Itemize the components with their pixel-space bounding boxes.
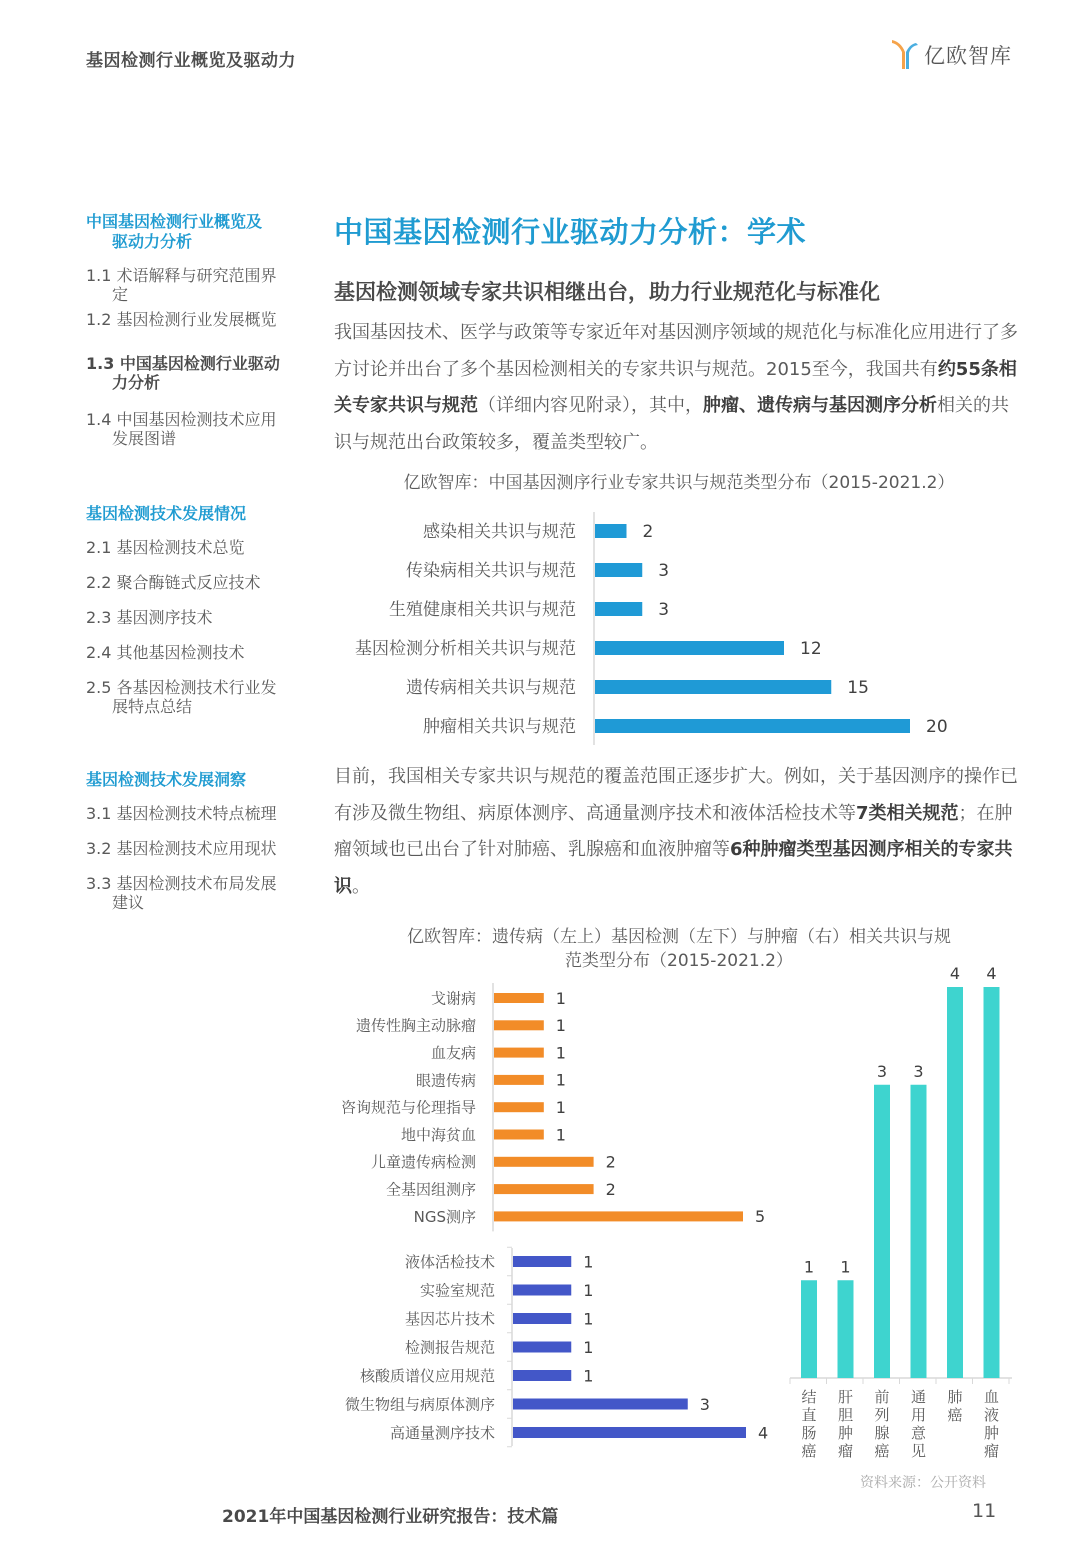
category-label: 肿瘤相关共识与规范: [423, 717, 576, 738]
bar: [513, 1427, 746, 1438]
bar: [494, 1020, 544, 1030]
section-subtitle: 基因检测领域专家共识相继出台，助力行业规范化与标准化: [334, 280, 880, 304]
value-label: 12: [800, 639, 822, 660]
value-label: 1: [555, 1125, 566, 1145]
sidebar-item[interactable]: [86, 410, 277, 448]
sidebar-item[interactable]: [86, 354, 280, 392]
value-label: 3: [876, 1061, 888, 1081]
category-label: 感染相关共识与规范: [423, 522, 576, 543]
emphasis-text: 约55条相关专家共识与规范: [334, 358, 1017, 416]
value-label: 1: [555, 1070, 566, 1090]
value-label: 4: [986, 964, 997, 983]
sidebar-item[interactable]: [86, 678, 277, 716]
footer-report-title: 2021年中国基因检测行业研究报告：技术篇: [222, 1507, 559, 1527]
bar: [494, 1102, 544, 1112]
page-title: 中国基因检测行业驱动力分析：学术: [334, 215, 807, 249]
category-label-vertical: [801, 1388, 816, 1460]
category-label-vertical: [911, 1388, 926, 1460]
category-label: 地中海贫血: [400, 1125, 476, 1144]
category-label: 生殖健康相关共识与规范: [389, 600, 576, 621]
sidebar-item-line: 1.1 术语解释与研究范围界: [86, 266, 277, 285]
sidebar-item[interactable]: [86, 538, 245, 557]
body-text: （详细内容见附录），其中，: [478, 395, 703, 416]
category-label: 高通量测序技术: [389, 1423, 495, 1442]
category-label-vertical: [874, 1388, 889, 1460]
value-label: 3: [913, 1061, 924, 1081]
value-label: 5: [755, 1207, 766, 1227]
bar: [513, 1256, 571, 1267]
sidebar-item-line: 3.1 基因检测技术特点梳理: [86, 804, 277, 823]
body-text: ；在肿瘤领域也已出台了针对肺癌、乳腺癌和血液肿瘤等: [334, 802, 1013, 860]
category-label: 基因检测分析相关共识与规范: [355, 639, 576, 660]
category-label: 基因芯片技术: [404, 1309, 495, 1328]
category-label: 核酸质谱仪应用规范: [359, 1366, 495, 1385]
bar: [911, 1085, 927, 1378]
sidebar-item-line: 1.2 基因检测行业发展概览: [86, 310, 277, 329]
value-label: 1: [583, 1309, 594, 1329]
sidebar-item[interactable]: [86, 310, 277, 329]
bar: [595, 563, 642, 577]
bar: [494, 1211, 743, 1221]
value-label: 1: [555, 988, 566, 1008]
category-label: 咨询规范与伦理指导: [340, 1098, 476, 1117]
value-label: 1: [803, 1257, 815, 1277]
category-label: 肺癌: [947, 1388, 963, 1424]
sidebar-item[interactable]: [86, 643, 245, 662]
category-label: 戈谢病: [430, 989, 476, 1008]
logo: [890, 40, 1012, 70]
sidebar-heading-line: 驱动力分析: [112, 232, 193, 251]
bar: [984, 987, 1000, 1378]
value-label: 1: [840, 1257, 851, 1277]
sidebar-item-line: 2.4 其他基因检测技术: [86, 643, 245, 662]
category-label: 血液肿瘤: [983, 1388, 1000, 1460]
category-label: 眼遗传病: [415, 1071, 476, 1090]
bar: [838, 1280, 854, 1378]
bar: [595, 524, 627, 538]
sidebar-item[interactable]: [86, 839, 277, 858]
sidebar-item-line: 力分析: [112, 373, 161, 392]
sidebar-item-line: 1.4 中国基因检测技术应用: [86, 410, 277, 429]
value-label: 1: [583, 1366, 594, 1386]
sidebar-item-line: 定: [112, 285, 129, 304]
category-label: 前列腺癌: [874, 1388, 890, 1460]
bar: [874, 1085, 890, 1378]
value-label: 1: [555, 1016, 566, 1036]
bar: [595, 719, 910, 733]
bar: [494, 1130, 544, 1140]
category-label: 遗传性胸主动脉瘤: [355, 1016, 476, 1035]
chart3-gene-testing: [320, 1245, 780, 1450]
value-label: 20: [926, 717, 948, 738]
value-label: 1: [583, 1280, 594, 1300]
value-label: 3: [658, 600, 670, 621]
emphasis-text: 肿瘤、遗传病与基因测序分析: [703, 395, 937, 416]
chart4-tumor: [785, 960, 1020, 1470]
value-label: 1: [555, 1097, 566, 1117]
sidebar-item-line: 2.5 各基因检测技术行业发: [86, 678, 277, 697]
value-label: 4: [758, 1423, 769, 1443]
sidebar-item-line: 3.3 基因检测技术布局发展: [86, 874, 277, 893]
value-label: 2: [605, 1179, 616, 1199]
category-label: 全基因组测序: [385, 1180, 476, 1199]
bar: [494, 1048, 544, 1058]
source-note: 资料来源：公开资料: [860, 1475, 986, 1491]
bar: [595, 680, 831, 694]
category-label: 儿童遗传病检测: [370, 1153, 476, 1172]
value-label: 2: [642, 522, 654, 543]
value-label: 2: [605, 1152, 616, 1172]
body-paragraph-2: [334, 759, 1024, 905]
value-label: 1: [555, 1043, 566, 1063]
category-label: 遗传病相关共识与规范: [406, 678, 576, 699]
category-label-vertical: [838, 1388, 853, 1460]
bar: [494, 1157, 594, 1167]
sidebar-item-line: 发展图谱: [112, 429, 177, 448]
chart2-title-line-1: 亿欧智库：遗传病（左上）基因检测（左下）与肿瘤（右）相关共识与规: [407, 927, 951, 947]
sidebar-item[interactable]: [86, 266, 277, 304]
bar: [595, 641, 784, 655]
sidebar-group-heading[interactable]: [86, 212, 262, 252]
category-label-vertical: [947, 1388, 962, 1424]
bar: [513, 1285, 571, 1296]
emphasis-text: 7类相关规范: [856, 802, 959, 824]
sidebar-item-line: 展特点总结: [112, 697, 193, 716]
sidebar-group-heading[interactable]: [86, 770, 246, 790]
value-label: 3: [699, 1394, 710, 1414]
bar: [801, 1280, 817, 1378]
sidebar-group-heading[interactable]: [86, 504, 246, 524]
category-label: 实验室规范: [419, 1281, 495, 1300]
bar: [494, 1075, 544, 1085]
sidebar-item-line: 1.3 中国基因检测行业驱动: [86, 354, 280, 373]
bar: [513, 1399, 688, 1410]
value-label: 1: [583, 1337, 594, 1357]
chart2-title-line-2: 范类型分布（2015-2021.2）: [565, 951, 793, 971]
category-label: NGS测序: [413, 1207, 476, 1226]
value-label: 4: [949, 964, 961, 983]
chart1-consensus-types: [330, 505, 1020, 750]
header-section-title: 基因检测行业概览及驱动力: [86, 51, 296, 71]
sidebar-item[interactable]: [86, 804, 277, 823]
category-label: 传染病相关共识与规范: [406, 561, 576, 582]
sidebar-item[interactable]: [86, 608, 213, 627]
bar: [513, 1370, 571, 1381]
body-paragraph-1: [334, 315, 1024, 461]
value-label: 1: [583, 1252, 594, 1272]
sidebar-item-line: 2.2 聚合酶链式反应技术: [86, 573, 261, 592]
sidebar-item[interactable]: [86, 874, 277, 912]
sidebar-heading-line: 中国基因检测行业概览及: [86, 212, 263, 231]
sidebar-heading-line: 基因检测技术发展情况: [86, 504, 247, 523]
chart1-title: 亿欧智库：中国基因测序行业专家共识与规范类型分布（2015-2021.2）: [403, 473, 955, 493]
sidebar-heading-line: 基因检测技术发展洞察: [86, 770, 247, 789]
sidebar-item-line: 3.2 基因检测技术应用现状: [86, 839, 277, 858]
emphasis-text: 6种肿瘤类型基因测序相关的专家共识: [334, 839, 1013, 897]
logo-mark-icon: [890, 40, 918, 70]
body-text: 。: [352, 875, 370, 897]
body-text: 相关的共识与规范出台政策较多，覆盖类型较广。: [334, 395, 1009, 453]
sidebar-item-line: 2.3 基因测序技术: [86, 608, 213, 627]
sidebar-item-line: 2.1 基因检测技术总览: [86, 538, 245, 557]
category-label-vertical: [984, 1388, 999, 1460]
category-label: 结直肠癌: [801, 1388, 817, 1460]
body-text: 目前，我国相关专家共识与规范的覆盖范围正逐步扩大。例如，关于基因测序的操作已有涉及微生物组、病原体测序、高通量测序技术和液体活检技术等: [334, 766, 1018, 824]
bar: [513, 1313, 571, 1324]
value-label: 3: [658, 561, 670, 582]
category-label: 检测报告规范: [404, 1338, 495, 1357]
body-text: 我国基因技术、医学与政策等专家近年对基因测序领域的规范化与标准化应用进行了多方讨论并出台了多个基因检测相关的专家共识与规范。2015至今，我国共有: [334, 322, 1018, 380]
category-label: 肝胆肿瘤: [837, 1388, 854, 1460]
chart2-genetic-disease: [320, 982, 780, 1232]
page-number: 11: [972, 1500, 997, 1522]
category-label: 血友病: [430, 1044, 476, 1062]
category-label: 液体活检技术: [404, 1252, 495, 1271]
bar: [513, 1342, 571, 1353]
value-label: 15: [847, 678, 869, 699]
sidebar-item[interactable]: [86, 573, 261, 592]
category-label: 微生物组与病原体测序: [344, 1395, 495, 1414]
category-label: 通用意见: [910, 1388, 927, 1460]
logo-text: 亿欧智库: [924, 44, 1012, 68]
bar: [494, 1184, 594, 1194]
bar: [494, 993, 544, 1003]
sidebar-item-line: 建议: [112, 893, 145, 912]
bar: [595, 602, 642, 616]
bar: [947, 987, 963, 1378]
